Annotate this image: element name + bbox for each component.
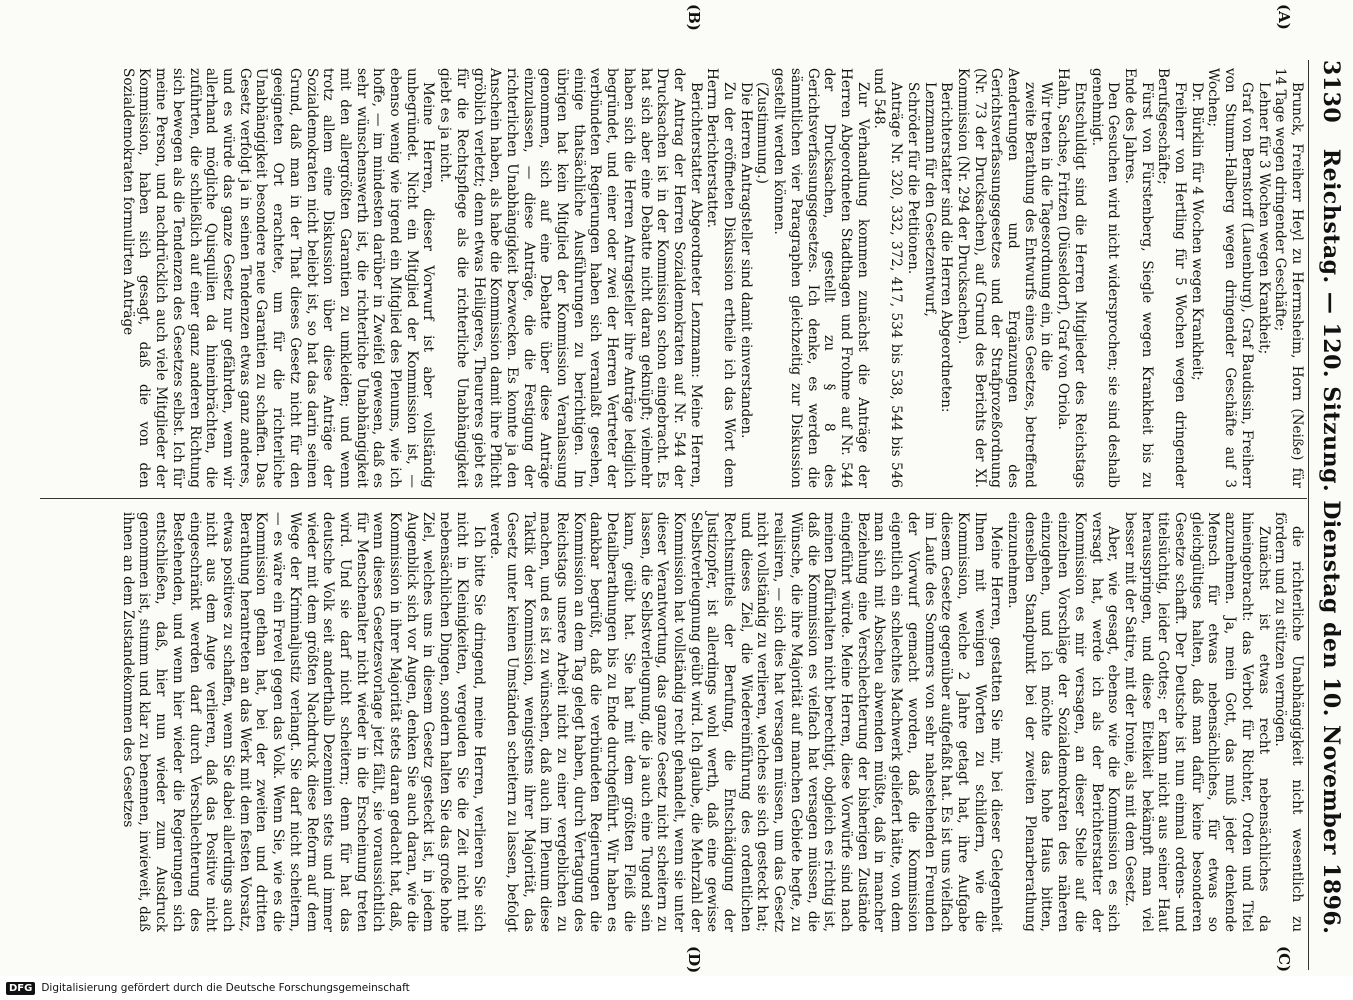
page-title: Reichstag. — 120. Sitzung. Dienstag den 10. November 1896. (1318, 148, 1344, 935)
paragraph: Lenzmann für den Gesetzentwurf, (921, 82, 938, 317)
margin-letter-d: (D) (685, 946, 703, 974)
header-rule (1308, 60, 1309, 970)
paragraph: (Zustimmung.) (754, 82, 771, 184)
paragraph: Anträge Nr. 320, 332, 372, 417, 534 bis 538, 544 bis 546 und 548. (871, 68, 905, 488)
paragraph: Wir treten in die Tagesordnung ein, in die (1038, 82, 1055, 372)
paragraph: Fürst von Fürstenberg, Siegle wegen Krankheit bis zu Ende des Jahres. (1121, 68, 1155, 488)
paragraph: Lehner für 3 Wochen wegen Krankheit; (1255, 82, 1272, 355)
paragraph: zweite Berathung des Entwurfs eines Gesetzes, betreffend Aenderungen und Ergänzungen des Gerichtsverfassungsgesetzes und der Strafprozeßordnung (Nr. 73 der Drucksachen), auf Grund des Berichts der XI. Kommission (Nr. 294 der Drucksachen). (954, 68, 1038, 488)
page-header (1311, 60, 1351, 960)
paragraph: Schröder für die Petitionen. (904, 82, 921, 275)
left-column (119, 68, 1305, 488)
paragraph: Berichterstatter Abgeordneter Lenzmann: Meine Herren, der Antrag der Herren Sozialdemokraten auf Nr. 544 der Drucksachen ist in der Kommission schon eingebracht. Es hat sich aber eine Debatte nicht daran geknüpft; vielmehr haben sich die Herren Antragsteller ihre Anträge lediglich begründet, und einer oder zwei der Herren Vertreter der verbündeten Regierungen haben sich veranlaßt gesehen, einige thatsächliche Ausführungen zu berichtigen. Im übrigen hat kein Mitglied der Kommission Veranlassung genommen, sich auf eine Debatte über diese Anträge einzulassen, — diese Anträge, die die Festigung der richterlichen Unabhängigkeit bezwecken. Es konnte ja den Anschein haben, als habe die Kommission damit ihre Pflicht gröblich verletzt; denn etwas Heiligeres, Theureres giebt es für die Rechtspflege als die richterliche Unabhängigkeit giebt es ja nicht. (437, 68, 704, 488)
paragraph: Zur Verhandlung kommen zunächst die Anträge der Herren Abgeordneten Stadthagen und Frohme auf Nr. 544 der Drucksachen, gestellt zu § 8 des Gerichtsverfassungsgesetzes. Ich denke, es werden die sämmtlichen vier Paragraphen gleichzeitig zur Diskussion gestellt werden können. (771, 68, 871, 488)
paragraph: Graf von Bernstorff (Lauenburg), Graf Baudissin, Freiherr von Stumm-Halberg wegen dringender Geschäfte auf 3 Wochen; (1205, 68, 1255, 488)
paragraph: Die Herren Antragsteller sind damit einverstanden. (737, 82, 754, 439)
paragraph: Meine Herren, gestatten Sie mir, bei dieser Gelegenheit Ihnen mit wenigen Worten zu schildern, wie die Kommission, welche 2 Jahre getagt hat, ihre Aufgabe diesem Gesetze gegenüber aufgefaßt hat. Es ist uns vielfach im Laufe des Sommers von sehr nahestehenden Freunden der Vorwurf gemacht worden, daß die Kommission eigentlich ein schlechtes Machwerk geliefert hätte, von dem man sich mit Abscheu abwenden müßte, daß in mancher Beziehung eine Verschlechterung der bisherigen Zustände eingeführt würde. Meine Herren, diese Vorwürfe sind nach meinen Dafürhalten nicht berechtigt, obgleich es richtig ist, daß die Kommission es vielfach hat versagen müssen, die Wünsche, die ihre Majorität auf manchen Gebiete hegte, zu realisiren, — sich dies hat versagen müssen, um das Gesetz nicht vollständig zu verlieren, welches sie sich gesteckt hat; und dieses Ziel, die Wiedereinführung des ordentlichen Rechtsmittels der Berufung, die Entschädigung der Justizopfer, ist allerdings wohl werth, daß eine gewisse Selbstverleugnung geübt wird. Ich glaube, die Mehrzahl der Kommission hat vollständig recht gehandelt, wenn sie unter dieser Verantwortung, das ganze Gesetz nicht scheitern zu lassen, die Selbstverleugnung, die ja auch eine Tugend sein kann, geübt hat. Sie hat mit dem größten Fleiß die Detailberathungen bis zu Ende durchgeführt. Wir haben es dankbar begrüßt, daß die verbündeten Regierungen die Kommission an dem Tag gelegt haben, durch Vertagung des Reichstags unsere Arbeit nicht zu einer vergeblichen zu machen, und es ist zu wünschen, daß auch im Plenum diese Taktik der Kommission, wenigstens ihrer Majorität, das Gesetz unter keinen Umständen scheitern zu lassen, befolgt werde. (487, 512, 1005, 932)
paragraph: die richterliche Unabhängigkeit nicht wesentlich zu fördern und zu stützen vermögen. (1272, 512, 1305, 932)
paragraph: Den Gesuchen wird nicht widersprochen; sie sind deshalb genehmigt. (1088, 68, 1122, 488)
dfg-logo: DFG (6, 982, 35, 995)
paragraph: Berichterstatter sind die Herren Abgeordneten: (938, 82, 955, 413)
column-divider (40, 498, 1307, 499)
paragraph: Aber, wie gesagt, ebenso wie die Kommission es sich versagt hat, werde ich als der Berichterstatter der Kommission es mir versagen, an dieser Stelle auf die einzelnen Vorschläge der Sozialdemokraten des näheren einzugehen, und ich möchte das hohe Haus bitten, denselben Standpunkt bei der zweiten Plenarberathung einzunehmen. (1005, 512, 1122, 932)
margin-letter-b: (B) (685, 4, 703, 31)
paragraph: Zu der eröffneten Diskussion ertheile ich das Wort dem Herrn Berichterstatter. (704, 68, 738, 488)
paragraph: Dr. Bürklin für 4 Wochen wegen Krankheit; (1188, 82, 1205, 381)
paragraph: Entschuldigt sind die Herren Mitglieder des Reichstags Hahn, Sachse, Fritzen (Düsseldorf), Graf von Oriola. (1055, 68, 1088, 488)
paragraph: Meine Herren, dieser Vorwurf ist aber vollständig unbegründet. Nicht ein Mitglied der Kommission ist, — ebenso wenig wie irgend ein Mitglied des Plenums, wie ich hoffe, — im mindesten darüber in Zweifel gewesen, daß es sehr wünschenswerth ist, die richterliche Unabhängigkeit mit den allergrößten Garantien zu umkleiden; und wenn trotz allem eine Diskussion über diese Anträge der Sozialdemokraten nicht beliebt ist, so hat das darin seinen Grund, daß man in der That dieses Gesetz nicht für den geeigneten Ort erachtete, um für die richterliche Unabhängigkeit besondere neue Garantien zu schaffen. Das Gesetz verfolgt ja in seinen Tendenzen etwas ganz anderes, und es würde das ganze Gesetz nur gefährden, wenn wir allerhand mögliche Quisquilien da hineinbrächten, die zuführten, die schließlich auf einer ganz anderen Richtung sich bewegen als die Tendenzen des Gesetzes selbst. Ich für meine Person, und nachdrücklich auch viele Mitglieder der Kommission, haben sich gesagt, daß die von den Sozialdemokraten formulirten Anträge (119, 68, 437, 488)
funding-text: Digitalisierung gefördert durch die Deutsche Forschungsgemeinschaft (41, 982, 410, 994)
paragraph: Brunck, Freiherr Heyl zu Herrnsheim, Horn (Neiße) für 14 Tage wegen dringender Geschäfte; (1272, 68, 1305, 488)
margin-letter-c: (C) (1275, 946, 1293, 973)
paragraph: Freiherr von Hertling für 5 Wochen wegen dringender Berufsgeschäfte; (1155, 68, 1189, 488)
paragraph: Ich bitte Sie dringend, meine Herren, verlieren Sie sich nicht in Kleinigkeiten, vergeuden Sie die Zeit nicht mit nebensächlichen Dingen, sondern halten Sie das große hohe Ziel, welches uns in diesem Gesetz gesteckt ist, in jedem Augenblick sich vor Augen, denken Sie auch daran, wie die Kommission in ihrer Majorität stets daran gedacht hat, daß, wenn dieses Gesetzesvorlage jetzt fällt, sie voraussichtlich für Menschenalter nicht wieder in die Erscheinung treten wird. Und sie darf nicht scheitern; denn für hat das deutsche Volk seit anderthalb Dezennien stets und immer wieder mit dem größten Nachdruck diese Reform auf dem Wege der Kriminaljustiz verlangt. Sie darf nicht scheitern, — es wäre ein Frevel gegen das Volk. Wenn Sie, wie es die Kommission gethan hat, bei der zweiten und dritten Berathung herantreten an das Werk mit dem festen Vorsatz, etwas positives zu schaffen, wenn Sie dabei allerdings auch nicht aus dem Auge verlieren, daß das Positive nicht eingeschränkt werden darf durch Verschlechterung des Bestehenden, und wenn hier wieder die Regierungen sich entschließen, daß, hier nun wieder zum Ausdruck genommen ist, stumm und klar zu benennen, inwieweit, daß ihnen an dem Zustandekommen des Gesetzes (119, 512, 487, 932)
page-number: 3130 (1318, 60, 1344, 124)
paragraph: Zunächst ist etwas recht nebensächliches da hineingebracht: das Verbot für Richter, Orden und Titel anzunehmen. Ja, mein Gott, das muß jeder denkende Mensch für etwas nebensächliches, für etwas so gleichgültiges halten, daß man dafür keine besonderen Gesetze schafft. Der Deutsche ist nun einmal ordens- und titelsüchtig, leider Gottes; er kann nicht aus seiner Haut herausspringen, und diese Eitelkeit bekämpft man viel besser mit der Satire, mit der Ironie, als mit dem Gesetz. (1121, 512, 1272, 932)
funding-note (0, 976, 1353, 1000)
margin-letter-a: (A) (1275, 4, 1293, 30)
right-column (119, 512, 1305, 932)
